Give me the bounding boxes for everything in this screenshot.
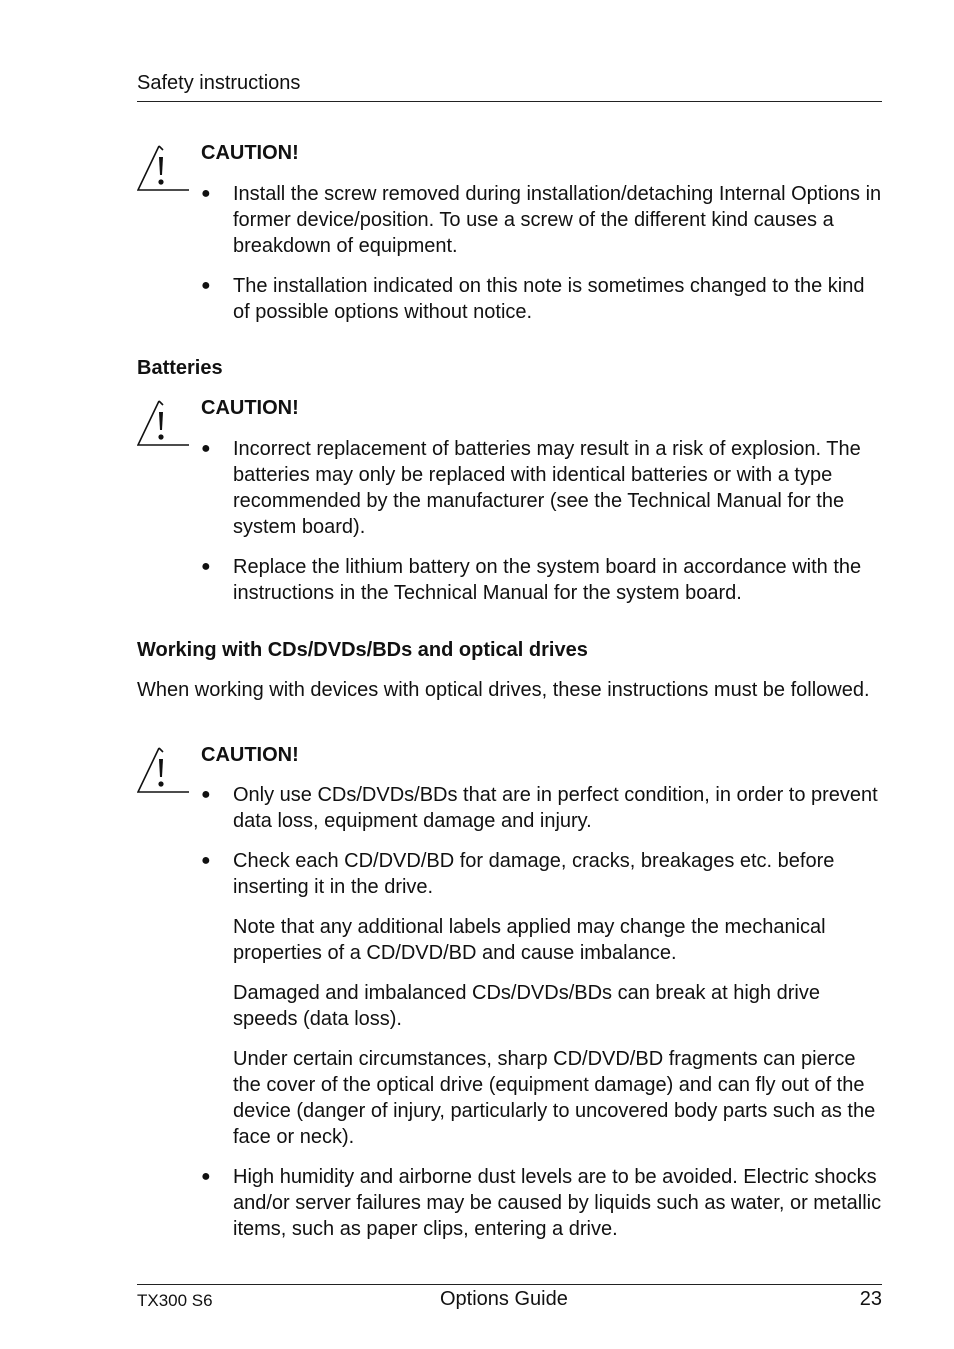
caution-label: CAUTION! — [201, 744, 299, 766]
bullet-icon: ● — [201, 786, 211, 803]
list-item-text: The installation indicated on this note is sometimes changed to the kind of possible options without notice. — [233, 275, 865, 323]
page-number: 23 — [859, 1288, 882, 1310]
caution-label: CAUTION! — [201, 397, 299, 419]
caution-list — [201, 181, 882, 325]
list-item — [201, 848, 882, 1150]
list-item-note: Note that any additional labels applied may change the mechanical properties of a CD/DVD/BD and cause imbalance. — [233, 916, 826, 964]
list-item-text: Only use CDs/DVDs/BDs that are in perfect condition, in order to prevent data loss, equipment damage and injury. — [233, 784, 878, 832]
bullet-icon: ● — [201, 185, 211, 202]
bullet-icon: ● — [201, 277, 211, 294]
list-item-text: Check each CD/DVD/BD for damage, cracks, breakages etc. before inserting it in the drive. — [233, 850, 835, 898]
list-item — [201, 181, 882, 259]
bullet-icon: ● — [201, 440, 211, 457]
caution-triangle-icon — [137, 399, 191, 447]
list-item — [201, 554, 882, 606]
list-item-text: High humidity and airborne dust levels are to be avoided. Electric shocks and/or server failures may be caused by liquids such as water, or metallic items, such as paper clips, entering a drive. — [233, 1166, 882, 1240]
list-item-text: Install the screw removed during installation/detaching Internal Options in former device/position. To use a screw of the different kind causes a breakdown of equipment. — [233, 183, 882, 257]
bullet-icon: ● — [201, 558, 211, 575]
bullet-icon: ● — [201, 1168, 211, 1185]
list-item-text: Incorrect replacement of batteries may result in a risk of explosion. The batteries may only be replaced with identical batteries or with a type recommended by the manufacturer (see the Technical Manual for the system board). — [233, 438, 861, 538]
bullet-icon: ● — [201, 852, 211, 869]
caution-list — [201, 782, 882, 1242]
section-heading-batteries: Batteries — [137, 357, 223, 379]
list-item — [201, 436, 882, 540]
caution-label: CAUTION! — [201, 142, 299, 164]
running-header: Safety instructions — [137, 72, 301, 94]
footer-model: TX300 S6 — [137, 1291, 213, 1310]
footer-guide-title: Options Guide — [440, 1288, 568, 1310]
section-heading-optical: Working with CDs/DVDs/BDs and optical drives — [137, 639, 588, 661]
caution-list — [201, 436, 882, 606]
list-item-text: Replace the lithium battery on the system board in accordance with the instructions in the Technical Manual for the system board. — [233, 556, 862, 604]
list-item-note: Damaged and imbalanced CDs/DVDs/BDs can break at high drive speeds (data loss). — [233, 982, 820, 1030]
footer-divider — [137, 1284, 882, 1285]
header-divider — [137, 101, 882, 102]
list-item — [201, 273, 882, 325]
section-intro: When working with devices with optical drives, these instructions must be followed. — [137, 679, 870, 701]
list-item — [201, 782, 882, 834]
list-item — [201, 1164, 882, 1242]
caution-triangle-icon — [137, 144, 191, 192]
caution-triangle-icon — [137, 746, 191, 794]
list-item-note: Under certain circumstances, sharp CD/DVD/BD fragments can pierce the cover of the optical drive (equipment damage) and can fly out of the device (danger of injury, particularly to uncovered body parts such as the face or neck). — [233, 1048, 876, 1148]
